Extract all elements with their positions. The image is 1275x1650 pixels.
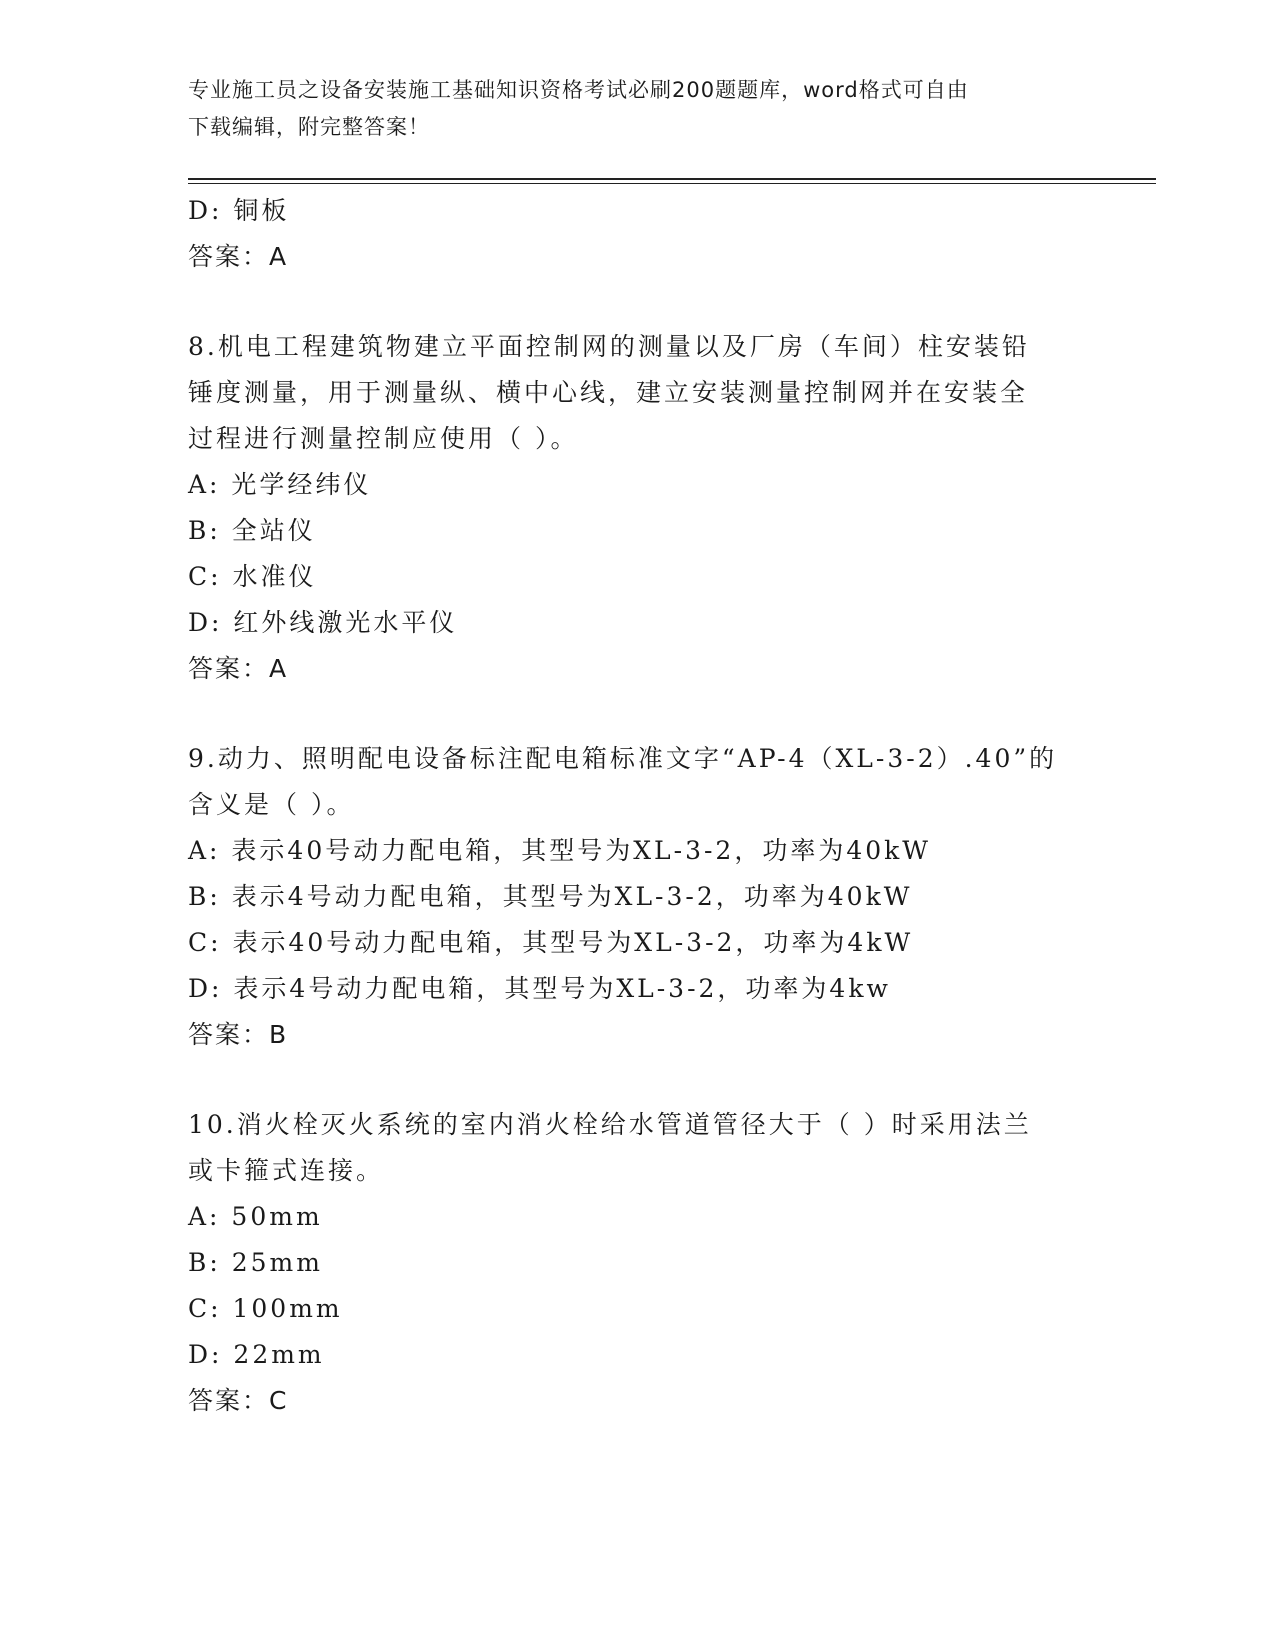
option-c: C: 表示40号动力配电箱，其型号为XL-3-2，功率为4kW [188, 928, 914, 957]
option-b: B: 表示4号动力配电箱，其型号为XL-3-2，功率为40kW [188, 882, 913, 911]
question-text-line: 9.动力、照明配电设备标注配电箱标准文字“AP-4（XL-3-2）.40”的 [188, 744, 1058, 773]
option-d: D: 表示4号动力配电箱，其型号为XL-3-2，功率为4kw [188, 974, 891, 1003]
option-a: A: 50mm [188, 1202, 323, 1231]
answer-line: 答案：A [188, 242, 289, 271]
option-b: B: 25mm [188, 1248, 323, 1277]
option-d: D: 22mm [188, 1340, 325, 1369]
question-text-line: 过程进行测量控制应使用（ ）。 [188, 424, 579, 453]
previous-question-tail [188, 188, 1088, 280]
header-divider-thick [188, 178, 1156, 180]
question-text-line: 含义是（ ）。 [188, 790, 355, 819]
question-text-line: 或卡箍式连接。 [188, 1156, 385, 1185]
question-text-line: 锤度测量，用于测量纵、横中心线，建立安装测量控制网并在安装全 [188, 378, 1029, 407]
option-b: B: 全站仪 [188, 516, 316, 545]
document-body [188, 188, 1088, 1424]
option-d: D: 铜板 [188, 196, 290, 225]
option-a: A: 表示40号动力配电箱，其型号为XL-3-2，功率为40kW [188, 836, 931, 865]
document-header [188, 72, 1068, 146]
option-c: C: 水准仪 [188, 562, 317, 591]
header-divider-thin [188, 183, 1156, 184]
header-line-1: 专业施工员之设备安装施工基础知识资格考试必刷200题题库，word格式可自由 [188, 78, 969, 102]
question-text-line: 8.机电工程建筑物建立平面控制网的测量以及厂房（车间）柱安装铅 [188, 332, 1030, 361]
question-text-line: 10.消火栓灭火系统的室内消火栓给水管道管径大于（ ）时采用法兰 [188, 1110, 1032, 1139]
header-line-2: 下载编辑，附完整答案！ [188, 115, 430, 139]
answer-line: 答案：A [188, 654, 289, 683]
answer-line: 答案：C [188, 1386, 289, 1415]
option-a: A: 光学经纬仪 [188, 470, 372, 499]
question-8 [188, 324, 1088, 692]
question-9 [188, 736, 1088, 1058]
option-d: D: 红外线激光水平仪 [188, 608, 458, 637]
option-c: C: 100mm [188, 1294, 343, 1323]
answer-line: 答案：B [188, 1020, 289, 1049]
question-10 [188, 1102, 1088, 1424]
